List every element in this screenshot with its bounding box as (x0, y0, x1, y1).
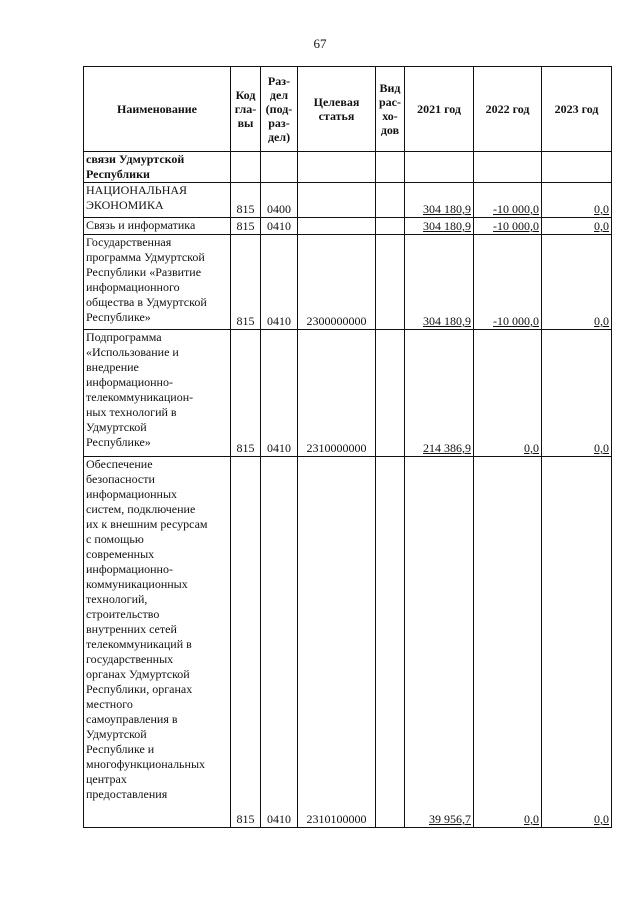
table-row (84, 152, 612, 183)
header-year-2021: 2021 год (405, 67, 474, 152)
header-section: Раз- дел (под- раз- дел) (261, 67, 298, 152)
table-row (84, 330, 612, 457)
table-row (84, 183, 612, 218)
row-target (298, 183, 376, 218)
row-expense (376, 218, 405, 235)
header-row (84, 67, 612, 152)
row-2021: 214 386,9 (405, 330, 474, 457)
row-2021: 304 180,9 (405, 235, 474, 330)
row-section: 0410 (261, 235, 298, 330)
row-expense (376, 457, 405, 828)
row-2023: 0,0 (542, 235, 612, 330)
row-name: связи Удмуртской Республики (84, 152, 231, 183)
row-2022: -10 000,0 (474, 183, 542, 218)
row-2022: -10 000,0 (474, 218, 542, 235)
row-2023: 0,0 (542, 218, 612, 235)
row-target (298, 152, 376, 183)
row-target: 2310100000 (298, 457, 376, 828)
row-2022: 0,0 (474, 330, 542, 457)
row-section: 0400 (261, 183, 298, 218)
row-expense (376, 235, 405, 330)
row-2022: -10 000,0 (474, 235, 542, 330)
row-name: Государственная программа Удмуртской Республики «Развитие информационного общества в Удмуртской Республике» (84, 235, 231, 330)
row-name: Подпрограмма «Использование и внедрение информационно- телекоммуникацион- ных технологий в Удмуртской Республике» (84, 330, 231, 457)
table-row (84, 235, 612, 330)
row-chapter: 815 (231, 183, 261, 218)
row-name: Обеспечение безопасности информационных систем, подключение их к внешним ресурсам с помощью современных информационно- коммуникационных технологий, строительство внутренних сетей телекоммуникаций в государственных органах Удмуртской Республики, органах местного самоуправления в Удмуртской Республике и многофункциональных центрах предоставления (84, 457, 231, 828)
budget-table (83, 66, 612, 828)
row-section (261, 152, 298, 183)
row-chapter: 815 (231, 330, 261, 457)
row-expense (376, 183, 405, 218)
row-target (298, 218, 376, 235)
row-target: 2300000000 (298, 235, 376, 330)
header-chapter-code: Код гла- вы (231, 67, 261, 152)
row-2023: 0,0 (542, 457, 612, 828)
table-row (84, 218, 612, 235)
row-section: 0410 (261, 218, 298, 235)
header-target-article: Целевая статья (298, 67, 376, 152)
row-2021 (405, 152, 474, 183)
row-2021: 304 180,9 (405, 218, 474, 235)
row-2021: 304 180,9 (405, 183, 474, 218)
row-expense (376, 152, 405, 183)
row-section: 0410 (261, 330, 298, 457)
row-chapter: 815 (231, 235, 261, 330)
row-chapter: 815 (231, 218, 261, 235)
row-2022: 0,0 (474, 457, 542, 828)
row-2021: 39 956,7 (405, 457, 474, 828)
row-name: Связь и информатика (84, 218, 231, 235)
row-section: 0410 (261, 457, 298, 828)
page-number: 67 (313, 36, 327, 51)
row-chapter: 815 (231, 457, 261, 828)
header-year-2023: 2023 год (542, 67, 612, 152)
header-expense-type: Вид рас- хо- дов (376, 67, 405, 152)
header-year-2022: 2022 год (474, 67, 542, 152)
row-2023 (542, 152, 612, 183)
table-row (84, 457, 612, 828)
row-2023: 0,0 (542, 183, 612, 218)
row-target: 2310000000 (298, 330, 376, 457)
row-2022 (474, 152, 542, 183)
row-2023: 0,0 (542, 330, 612, 457)
header-name: Наименование (84, 67, 231, 152)
row-name: НАЦИОНАЛЬНАЯ ЭКОНОМИКА (84, 183, 231, 218)
row-expense (376, 330, 405, 457)
row-chapter (231, 152, 261, 183)
